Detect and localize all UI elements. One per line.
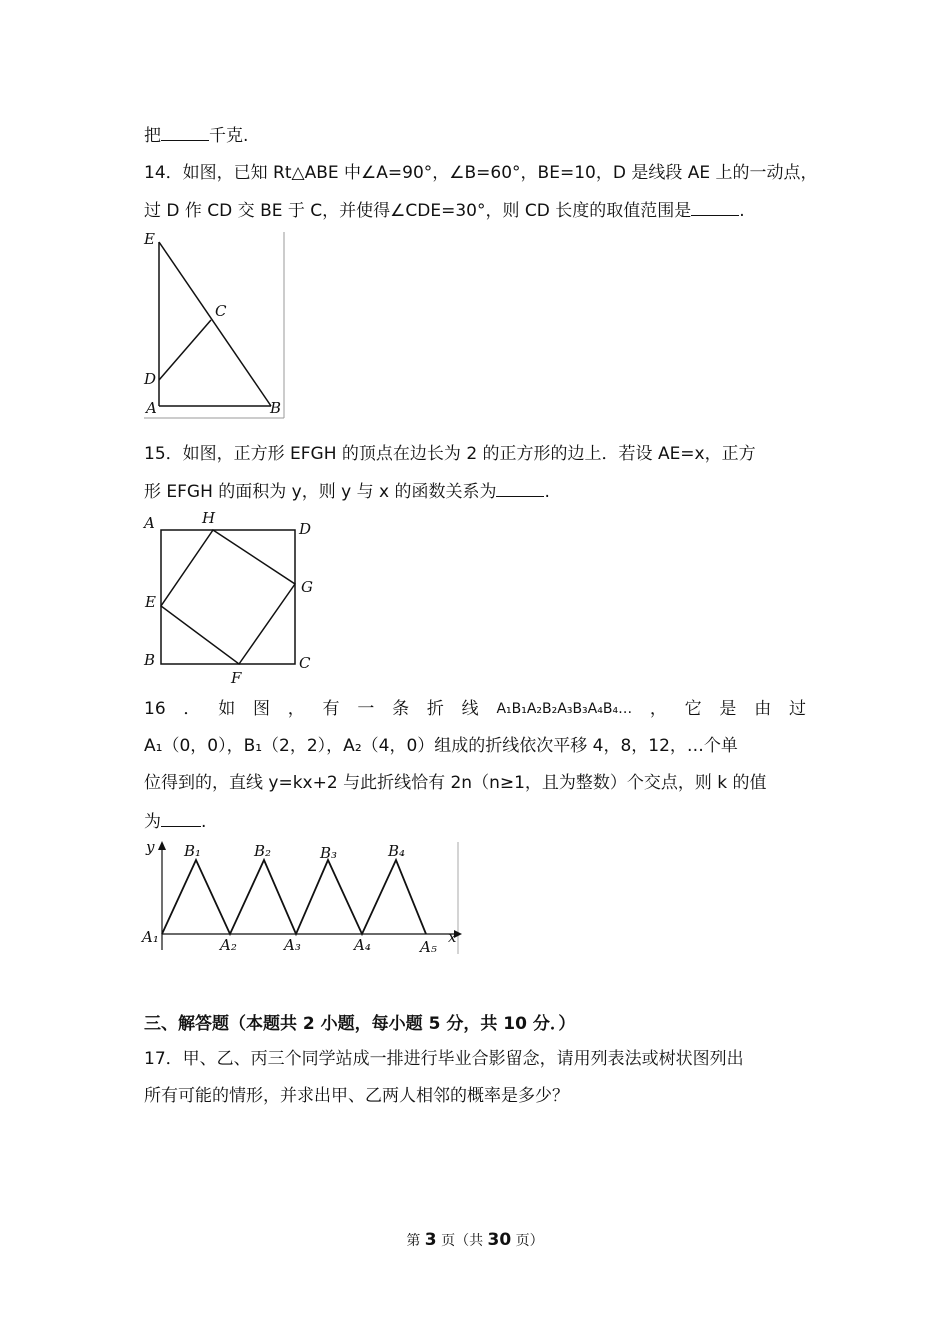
footer-prefix: 第	[406, 1233, 421, 1249]
q14-label-d: D	[144, 370, 157, 388]
q14-label-c: C	[215, 302, 227, 320]
q16-label-b1: B₁	[184, 842, 202, 860]
q13-tail	[144, 124, 248, 148]
q16-polyline-name: A₁B₁A₂B₂A₃B₃A₄B₄…	[496, 701, 633, 717]
q16-line4-end: .	[201, 812, 207, 832]
q16-blank	[161, 810, 201, 827]
q14-blank	[691, 199, 739, 216]
q16-word: 有	[322, 699, 340, 719]
q16-label-b2: B₂	[254, 842, 272, 860]
q15-label-a: A	[144, 514, 155, 532]
footer-page-number: 3	[424, 1230, 437, 1250]
q14-label-a: A	[146, 399, 157, 417]
q16-line3: 位得到的，直线 y=kx+2 与此折线恰有 2n（n≥1，且为整数）个交点，则 k 的值	[144, 773, 767, 793]
q16-word: 一	[357, 699, 375, 719]
footer-middle: 页（共	[441, 1233, 484, 1249]
q13-tail-after: 千克.	[209, 126, 249, 146]
q15-label-b: B	[144, 651, 156, 669]
section-3-heading: 三、解答题（本题共 2 小题，每小题 5 分，共 10 分．）	[144, 1014, 576, 1034]
q16-label-a3: A₃	[284, 936, 301, 954]
q15-outer-square	[161, 530, 295, 664]
q14-label-e: E	[144, 230, 155, 248]
q16-word: 折	[426, 699, 444, 719]
q16-zigzag-polyline	[162, 860, 426, 934]
page-footer	[0, 1230, 950, 1250]
q16-label-b3: B₃	[320, 844, 338, 862]
q14-line2	[144, 199, 745, 223]
q13-blank	[161, 124, 209, 141]
q16-word: 它	[684, 699, 702, 719]
q16-word: 过	[788, 699, 806, 719]
q14-line2-text: 过 D 作 CD 交 BE 于 C，并使得∠CDE=30°，则 CD 长度的取值范围是	[144, 201, 692, 221]
q16-label-b4: B₄	[388, 842, 406, 860]
q16-label-a4: A₄	[354, 936, 371, 954]
q14-figure	[144, 230, 286, 420]
q15-label-h: H	[202, 509, 216, 527]
q16-line4	[144, 810, 206, 834]
q14-side-eb	[159, 242, 271, 406]
q16-word: 由	[754, 699, 772, 719]
q15-line2-text: 形 EFGH 的面积为 y，则 y 与 x 的函数关系为	[144, 482, 497, 502]
q16-label-a5: A₅	[420, 938, 437, 956]
q15-label-g: G	[301, 578, 313, 596]
q16-word: 如	[218, 699, 236, 719]
q16-figure	[142, 838, 460, 956]
q15-blank	[496, 480, 544, 497]
q16-word: 是	[719, 699, 737, 719]
q17-line2: 所有可能的情形，并求出甲、乙两人相邻的概率是多少？	[144, 1086, 569, 1106]
q16-y-axis-arrow	[158, 841, 166, 850]
q14-line1: 14．如图，已知 Rt△ABE 中∠A=90°，∠B=60°，BE=10，D 是线段 AE 上的一动点，	[144, 163, 818, 183]
q15-figure	[144, 508, 324, 688]
q16-line1	[144, 697, 806, 721]
q16-word: 图	[252, 699, 270, 719]
footer-total-pages: 30	[487, 1230, 512, 1250]
footer-suffix: 页）	[515, 1233, 544, 1249]
q15-label-e: E	[145, 593, 156, 611]
q16-word: 条	[392, 699, 410, 719]
q16-label-x: x	[448, 928, 457, 946]
q16-word: 16	[144, 699, 166, 719]
q16-word: 线	[461, 699, 479, 719]
q15-line2	[144, 480, 550, 504]
q14-line2-end: .	[739, 201, 745, 221]
q16-word: ，	[649, 699, 667, 719]
q16-label-a2: A₂	[220, 936, 237, 954]
q16-word: ．	[183, 699, 201, 719]
q16-word: ，	[287, 699, 305, 719]
q15-line2-end: .	[544, 482, 550, 502]
q15-label-c: C	[299, 654, 311, 672]
q16-label-y: y	[146, 838, 155, 856]
q16-line2: A₁（0，0），B₁（2，2），A₂（4，0）组成的折线依次平移 4，8，12，…个单	[144, 736, 738, 756]
q16-line4-text: 为	[144, 812, 161, 832]
q15-line1: 15．如图，正方形 EFGH 的顶点在边长为 2 的正方形的边上．若设 AE=x，正方	[144, 444, 756, 464]
q15-label-f: F	[231, 669, 242, 687]
q14-segment-dc	[159, 320, 211, 380]
q13-tail-text: 把	[144, 126, 161, 146]
q16-label-a1: A₁	[142, 928, 159, 946]
q15-inner-square-efgh	[161, 530, 295, 664]
q14-label-b: B	[270, 399, 282, 417]
q15-label-d: D	[299, 520, 312, 538]
q17-line1: 17．甲、乙、丙三个同学站成一排进行毕业合影留念，请用列表法或树状图列出	[144, 1049, 744, 1069]
